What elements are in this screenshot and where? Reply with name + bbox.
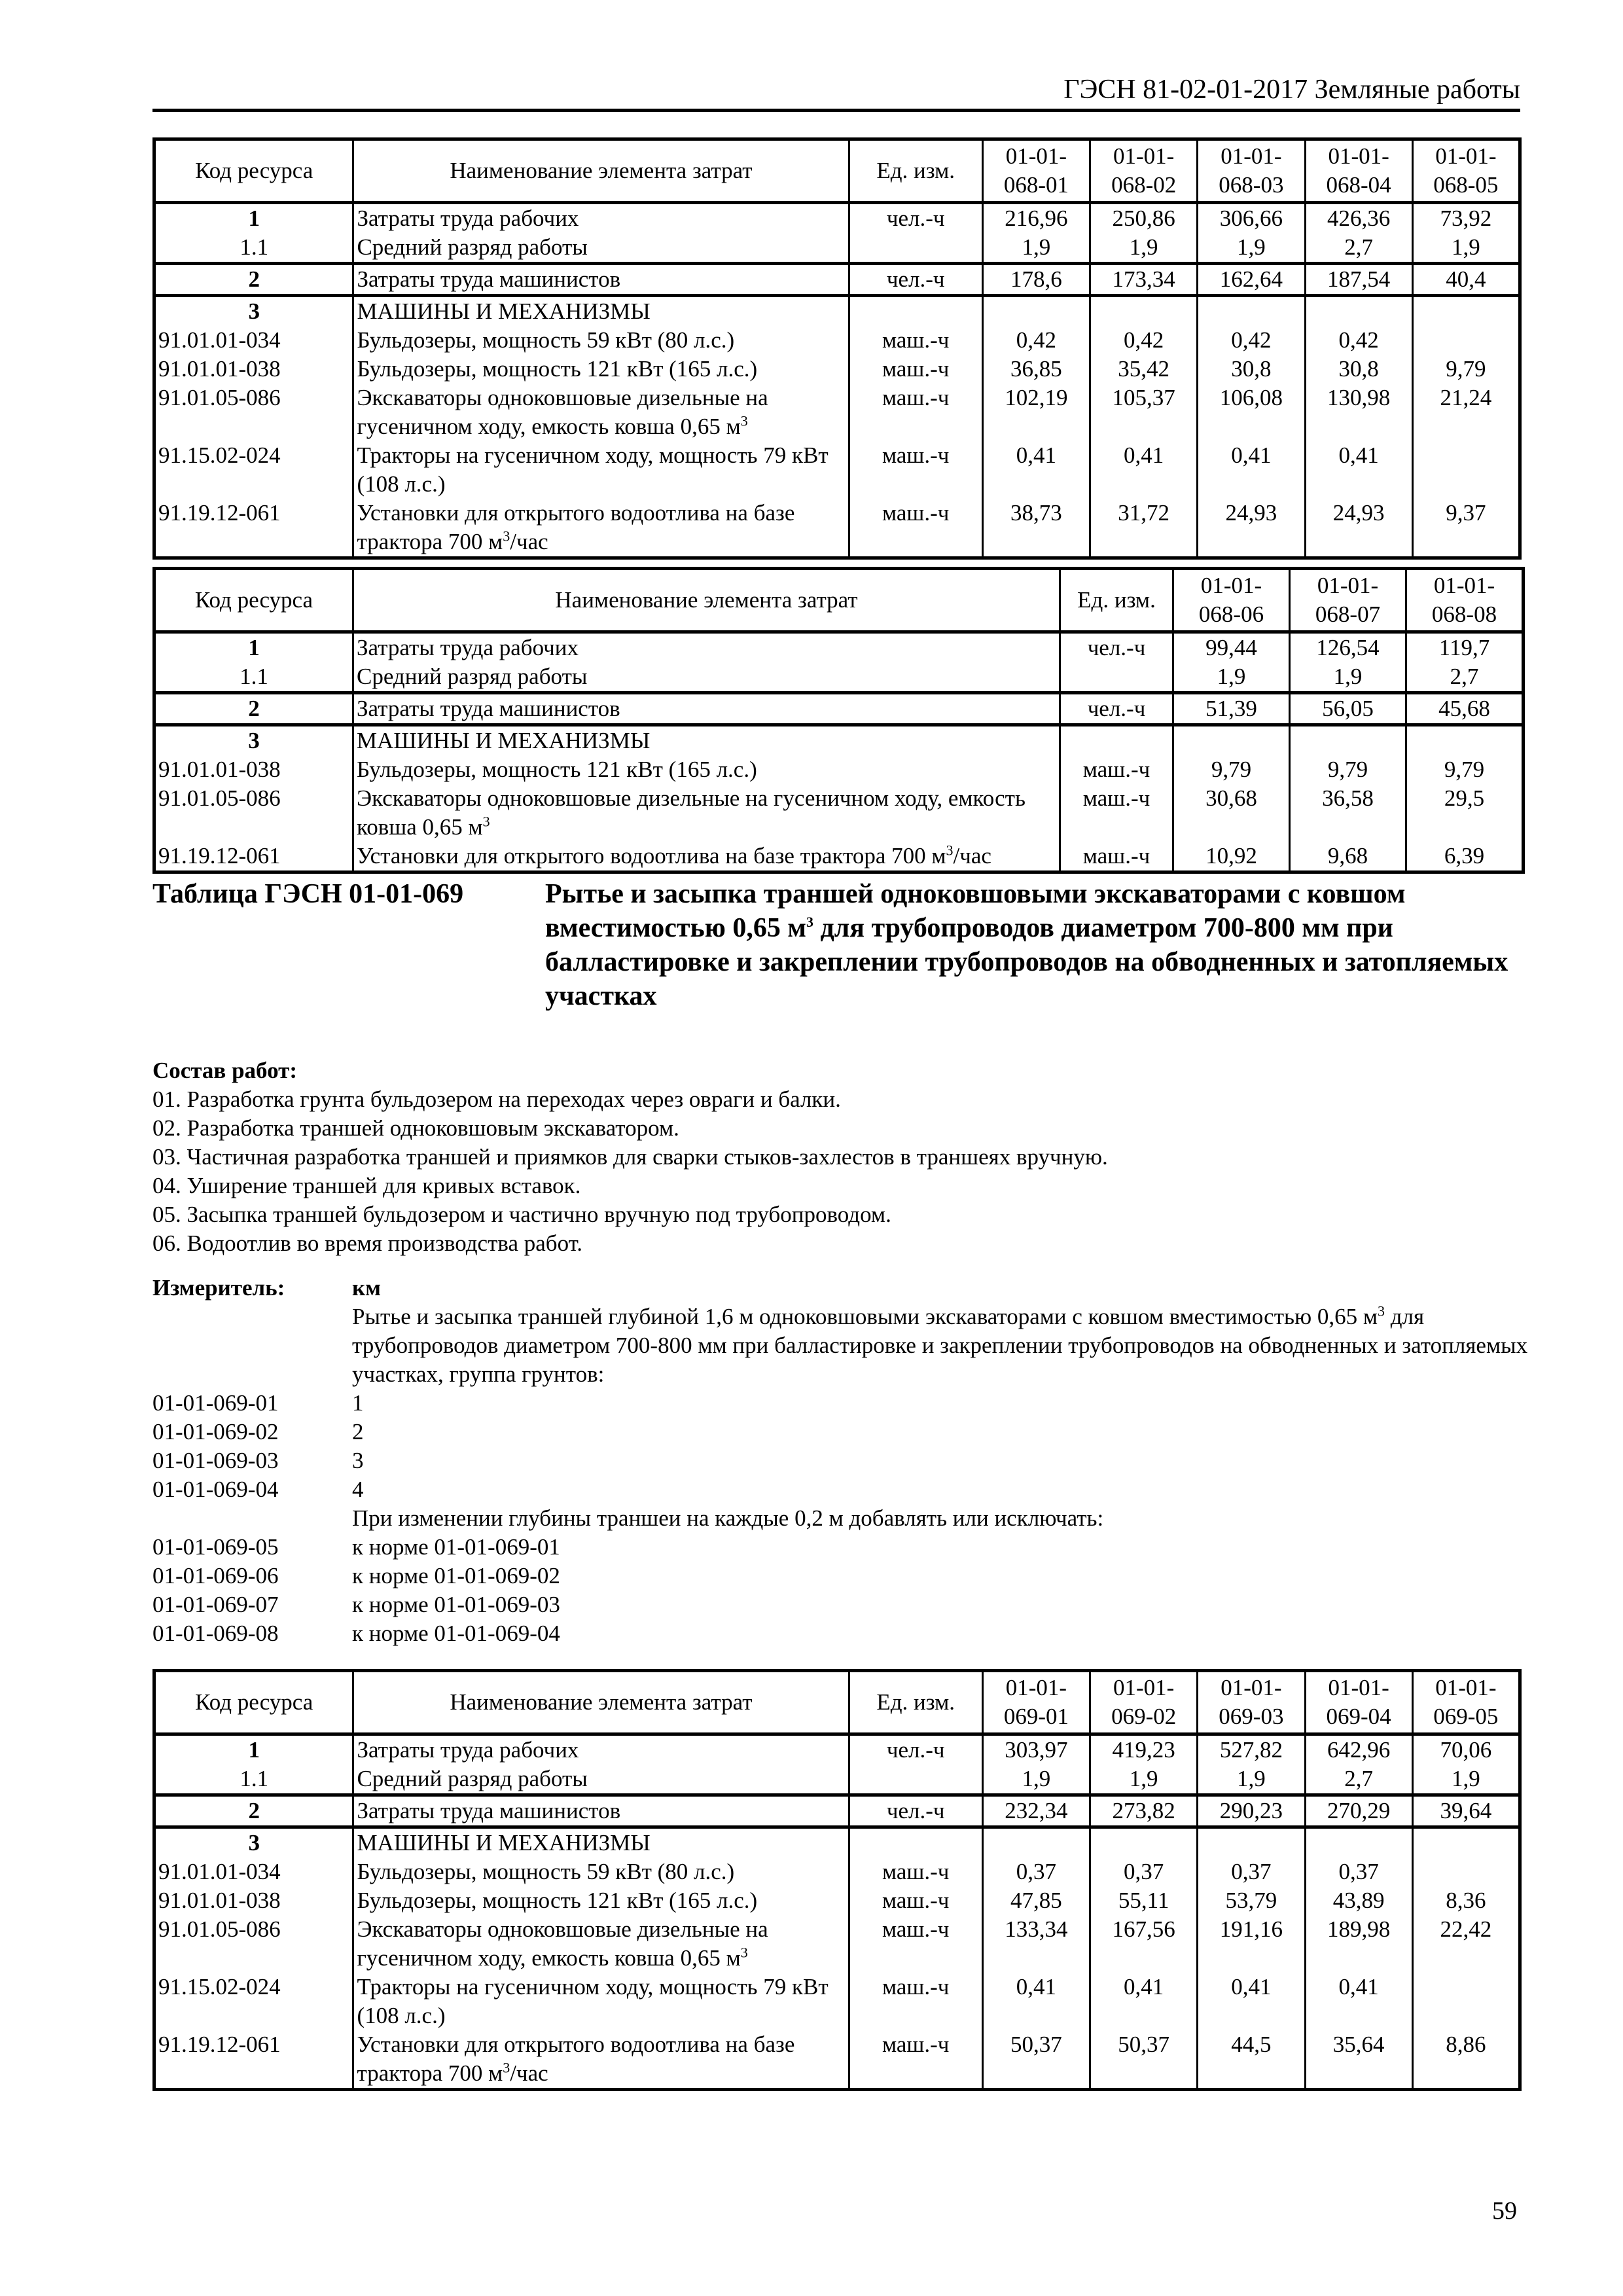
cell-value: 130,98	[1305, 384, 1412, 441]
cell-value: 51,39	[1173, 693, 1290, 725]
cell-value: 31,72	[1090, 499, 1198, 558]
cell-value: 0,41	[982, 1973, 1090, 2030]
cell-value: 105,37	[1090, 384, 1198, 441]
cell-value: 167,56	[1090, 1915, 1198, 1973]
col-header-unit: Ед. изм.	[849, 139, 982, 203]
table-row	[154, 233, 1520, 264]
col-header-norm: 01-01- 068-07	[1290, 569, 1406, 632]
cell-value: 1,9	[1090, 1765, 1198, 1795]
cell-value: 1,9	[982, 233, 1090, 264]
cell-code: 3	[154, 296, 353, 327]
cell-value: 24,93	[1305, 499, 1412, 558]
norm-list	[152, 1389, 1527, 1648]
cell-value	[1406, 725, 1524, 756]
cell-value: 2,7	[1305, 1765, 1412, 1795]
norm-code: 01-01-069-02	[152, 1419, 279, 1444]
cell-value	[1412, 326, 1520, 355]
cell-value: 22,42	[1412, 1915, 1520, 1973]
cell-code: 91.01.05-086	[154, 1915, 353, 1973]
table-row	[154, 784, 1524, 842]
cell-name: Экскаваторы одноковшовые дизельные на гусеничном ходу, емкость ковша 0,65 $м^3$	[353, 384, 849, 441]
cell-value: 102,19	[982, 384, 1090, 441]
cell-unit: маш.-ч	[1060, 755, 1173, 784]
table-row	[154, 384, 1520, 441]
norm-list-item	[152, 1619, 1527, 1648]
cell-value: 0,37	[1305, 1857, 1412, 1886]
work-item: 01. Разработка грунта бульдозером на переходах через овраги и балки.	[152, 1086, 841, 1112]
cell-code: 1.1	[154, 233, 353, 264]
cell-value: 119,7	[1406, 632, 1524, 663]
cell-value: 0,41	[1090, 1973, 1198, 2030]
norm-text: к норме 01-01-069-04	[352, 1621, 560, 1646]
norm-list-item	[152, 1475, 1527, 1504]
table-row	[154, 296, 1520, 327]
cell-value: 10,92	[1173, 842, 1290, 872]
cell-value	[1090, 1827, 1198, 1858]
table-row	[154, 725, 1524, 756]
cell-code: 91.15.02-024	[154, 1973, 353, 2030]
cell-value: 0,41	[1305, 1973, 1412, 2030]
cell-value: 9,37	[1412, 499, 1520, 558]
cell-unit	[849, 1765, 982, 1795]
cell-value: 1,9	[1198, 1765, 1305, 1795]
norm-table-068-b	[152, 567, 1525, 874]
cell-value: 178,6	[982, 264, 1090, 296]
table-row	[154, 1973, 1520, 2030]
table-row	[154, 1765, 1520, 1795]
cell-value: 21,24	[1412, 384, 1520, 441]
cell-name: МАШИНЫ И МЕХАНИЗМЫ	[353, 725, 1060, 756]
cell-name: Бульдозеры, мощность 121 кВт (165 л.с.)	[353, 1886, 849, 1915]
cell-name: Затраты труда рабочих	[353, 632, 1060, 663]
cell-name: Экскаваторы одноковшовые дизельные на гусеничном ходу, емкость ковша 0,65 $м^3$	[353, 784, 1060, 842]
cell-value: 0,41	[1198, 441, 1305, 499]
norm-list-item	[152, 1446, 1527, 1475]
table-row	[154, 499, 1520, 558]
cell-value: 527,82	[1198, 1734, 1305, 1765]
cell-value: 0,41	[1305, 441, 1412, 499]
cell-value	[1412, 1973, 1520, 2030]
cell-unit: маш.-ч	[849, 2030, 982, 2090]
cell-value: 50,37	[982, 2030, 1090, 2090]
cell-value: 1,9	[1090, 233, 1198, 264]
cell-name: МАШИНЫ И МЕХАНИЗМЫ	[353, 1827, 849, 1858]
cell-unit	[849, 296, 982, 327]
cell-value	[1173, 725, 1290, 756]
norm-list-item	[152, 1562, 1527, 1590]
col-header-norm: 01-01- 069-03	[1198, 1671, 1305, 1734]
col-header-code: Код ресурса	[154, 1671, 353, 1734]
cell-value: 39,64	[1412, 1795, 1520, 1827]
cell-code: 1	[154, 1734, 353, 1765]
cell-value: 55,11	[1090, 1886, 1198, 1915]
cell-value: 38,73	[982, 499, 1090, 558]
cell-value: 36,58	[1290, 784, 1406, 842]
table-row	[154, 1857, 1520, 1886]
cell-value	[982, 296, 1090, 327]
norm-code: 01-01-069-04	[152, 1477, 279, 1502]
cell-code: 1.1	[154, 662, 353, 693]
col-header-norm: 01-01- 068-02	[1090, 139, 1198, 203]
norm-code: 01-01-069-08	[152, 1621, 279, 1646]
cell-code: 2	[154, 693, 353, 725]
cell-value: 73,92	[1412, 203, 1520, 234]
cell-unit: чел.-ч	[849, 1795, 982, 1827]
cell-value: 216,96	[982, 203, 1090, 234]
norm-text: к норме 01-01-069-02	[352, 1563, 560, 1588]
cell-value: 29,5	[1406, 784, 1524, 842]
cell-code: 91.19.12-061	[154, 499, 353, 558]
cell-code: 91.01.01-038	[154, 355, 353, 384]
cell-name: Установки для открытого водоотлива на базе трактора 700 $м^3$/час	[353, 842, 1060, 872]
cell-value: 306,66	[1198, 203, 1305, 234]
norm-text: 2	[352, 1419, 364, 1444]
norm-code: 01-01-069-03	[152, 1448, 279, 1473]
cell-value: 426,36	[1305, 203, 1412, 234]
cell-value: 0,42	[1090, 326, 1198, 355]
norm-list-item	[152, 1533, 1527, 1562]
table-row	[154, 355, 1520, 384]
cell-value: 9,79	[1290, 755, 1406, 784]
cell-value: 419,23	[1090, 1734, 1198, 1765]
table-row	[154, 1915, 1520, 1973]
table-row	[154, 264, 1520, 296]
cell-value: 70,06	[1412, 1734, 1520, 1765]
cell-unit: чел.-ч	[849, 1734, 982, 1765]
table-row	[154, 2030, 1520, 2090]
cell-value: 45,68	[1406, 693, 1524, 725]
col-header-norm: 01-01- 068-08	[1406, 569, 1524, 632]
cell-value: 303,97	[982, 1734, 1090, 1765]
cell-value: 0,41	[1090, 441, 1198, 499]
cell-name: Бульдозеры, мощность 59 кВт (80 л.с.)	[353, 326, 849, 355]
cell-value: 0,41	[982, 441, 1090, 499]
cell-value: 187,54	[1305, 264, 1412, 296]
cell-unit: маш.-ч	[849, 1973, 982, 2030]
cell-value: 250,86	[1090, 203, 1198, 234]
table-label: Таблица ГЭСН 01-01-069	[152, 879, 464, 909]
cell-unit	[1060, 725, 1173, 756]
work-item: 06. Водоотлив во время производства работ.	[152, 1230, 583, 1256]
cell-value	[1412, 441, 1520, 499]
depth-note: При изменении глубины траншеи на каждые 0,2 м добавлять или исключать:	[352, 1505, 1104, 1531]
cell-code: 91.01.01-038	[154, 1886, 353, 1915]
cell-value: 0,37	[982, 1857, 1090, 1886]
cell-name: Затраты труда машинистов	[353, 693, 1060, 725]
cell-value: 0,42	[982, 326, 1090, 355]
cell-name: Затраты труда рабочих	[353, 203, 849, 234]
work-item: 05. Засыпка траншей бульдозером и частично вручную под трубопроводом.	[152, 1202, 891, 1227]
col-header-name: Наименование элемента затрат	[353, 1671, 849, 1734]
cell-value: 9,79	[1406, 755, 1524, 784]
cell-name: Экскаваторы одноковшовые дизельные на гусеничном ходу, емкость ковша 0,65 $м^3$	[353, 1915, 849, 1973]
col-header-norm: 01-01- 069-05	[1412, 1671, 1520, 1734]
norm-code: 01-01-069-05	[152, 1534, 279, 1560]
cell-value: 30,8	[1198, 355, 1305, 384]
cell-value: 133,34	[982, 1915, 1090, 1973]
cell-value: 270,29	[1305, 1795, 1412, 1827]
cell-value: 30,68	[1173, 784, 1290, 842]
cell-value: 1,9	[982, 1765, 1090, 1795]
measure-label: Измеритель:	[152, 1275, 285, 1300]
norm-text: к норме 01-01-069-03	[352, 1592, 560, 1617]
col-header-norm: 01-01- 068-01	[982, 139, 1090, 203]
table-header-row	[154, 569, 1524, 632]
col-header-code: Код ресурса	[154, 139, 353, 203]
cell-code: 91.01.05-086	[154, 784, 353, 842]
norm-text: 4	[352, 1477, 364, 1502]
table-row	[154, 326, 1520, 355]
cell-name: Средний разряд работы	[353, 233, 849, 264]
col-header-norm: 01-01- 069-02	[1090, 1671, 1198, 1734]
page-number: 59	[1492, 2197, 1517, 2225]
cell-value: 30,8	[1305, 355, 1412, 384]
cell-unit: маш.-ч	[849, 1857, 982, 1886]
table-row	[154, 441, 1520, 499]
col-header-name: Наименование элемента затрат	[353, 139, 849, 203]
table-row	[154, 662, 1524, 693]
col-header-unit: Ед. изм.	[849, 1671, 982, 1734]
cell-value: 40,4	[1412, 264, 1520, 296]
cell-value: 1,9	[1412, 1765, 1520, 1795]
norm-list-item	[152, 1590, 1527, 1619]
cell-value	[1305, 296, 1412, 327]
cell-name: Бульдозеры, мощность 121 кВт (165 л.с.)	[353, 755, 1060, 784]
cell-value	[1412, 296, 1520, 327]
cell-name: Установки для открытого водоотлива на базе трактора 700 $м^3$/час	[353, 499, 849, 558]
cell-value: 56,05	[1290, 693, 1406, 725]
norm-table-068-a	[152, 137, 1522, 560]
cell-value: 191,16	[1198, 1915, 1305, 1973]
table-row	[154, 632, 1524, 663]
cell-value: 162,64	[1198, 264, 1305, 296]
table-row	[154, 1734, 1520, 1765]
cell-value: 0,37	[1198, 1857, 1305, 1886]
cell-unit: чел.-ч	[1060, 632, 1173, 663]
cell-unit: чел.-ч	[1060, 693, 1173, 725]
cell-value: 0,37	[1090, 1857, 1198, 1886]
table-row	[154, 203, 1520, 234]
cell-code: 91.01.01-038	[154, 755, 353, 784]
cell-value: 2,7	[1305, 233, 1412, 264]
norm-text: к норме 01-01-069-01	[352, 1534, 560, 1560]
col-header-norm: 01-01- 069-04	[1305, 1671, 1412, 1734]
cell-name: Бульдозеры, мощность 59 кВт (80 л.с.)	[353, 1857, 849, 1886]
table-caption: Рытье и засыпка траншей одноковшовыми экскаваторами с ковшом вместимостью 0,65 $м^3$ для трубопроводов диаметром 700-800 мм при балластировке и закреплении трубопроводов на обводненных и затопляемых участках	[545, 879, 1508, 1011]
cell-value: 43,89	[1305, 1886, 1412, 1915]
col-header-norm: 01-01- 068-06	[1173, 569, 1290, 632]
table-row	[154, 1886, 1520, 1915]
cell-unit: маш.-ч	[849, 326, 982, 355]
cell-value: 273,82	[1090, 1795, 1198, 1827]
cell-value	[1305, 1827, 1412, 1858]
cell-code: 1	[154, 632, 353, 663]
cell-value	[1198, 1827, 1305, 1858]
cell-value: 642,96	[1305, 1734, 1412, 1765]
cell-code: 3	[154, 1827, 353, 1858]
cell-value: 47,85	[982, 1886, 1090, 1915]
cell-value: 6,39	[1406, 842, 1524, 872]
col-header-norm: 01-01- 068-03	[1198, 139, 1305, 203]
table-header-row	[154, 139, 1520, 203]
cell-value: 1,9	[1198, 233, 1305, 264]
running-header: ГЭСН 81-02-01-2017 Земляные работы	[152, 73, 1520, 112]
cell-value: 0,42	[1305, 326, 1412, 355]
cell-code: 2	[154, 1795, 353, 1827]
norm-text: 1	[352, 1390, 364, 1416]
cell-code: 2	[154, 264, 353, 296]
cell-value	[1290, 725, 1406, 756]
table-row	[154, 842, 1524, 872]
cell-value: 0,42	[1198, 326, 1305, 355]
cell-value: 53,79	[1198, 1886, 1305, 1915]
cell-value	[1198, 296, 1305, 327]
table-row	[154, 693, 1524, 725]
cell-value: 35,42	[1090, 355, 1198, 384]
cell-unit: маш.-ч	[849, 499, 982, 558]
cell-value: 173,34	[1090, 264, 1198, 296]
work-item: 04. Уширение траншей для кривых вставок.	[152, 1173, 581, 1198]
cell-name: Затраты труда рабочих	[353, 1734, 849, 1765]
cell-name: Средний разряд работы	[353, 662, 1060, 693]
cell-value: 36,85	[982, 355, 1090, 384]
cell-value: 0,41	[1198, 1973, 1305, 2030]
depth-note-row	[152, 1504, 1527, 1533]
col-header-norm: 01-01- 069-01	[982, 1671, 1090, 1734]
cell-value: 232,34	[982, 1795, 1090, 1827]
cell-unit: маш.-ч	[1060, 842, 1173, 872]
col-header-code: Код ресурса	[154, 569, 353, 632]
cell-code: 3	[154, 725, 353, 756]
norm-table-069	[152, 1669, 1522, 2091]
cell-name: Затраты труда машинистов	[353, 1795, 849, 1827]
cell-unit	[1060, 662, 1173, 693]
cell-name: Средний разряд работы	[353, 1765, 849, 1795]
cell-name: Установки для открытого водоотлива на базе трактора 700 $м^3$/час	[353, 2030, 849, 2090]
cell-unit: маш.-ч	[849, 384, 982, 441]
norm-text: 3	[352, 1448, 364, 1473]
cell-code: 1	[154, 203, 353, 234]
cell-code: 91.19.12-061	[154, 2030, 353, 2090]
cell-value: 126,54	[1290, 632, 1406, 663]
cell-code: 91.15.02-024	[154, 441, 353, 499]
table-row	[154, 1795, 1520, 1827]
cell-name: Тракторы на гусеничном ходу, мощность 79 кВт (108 л.с.)	[353, 1973, 849, 2030]
cell-value: 1,9	[1173, 662, 1290, 693]
table-row	[154, 1827, 1520, 1858]
cell-unit: маш.-ч	[1060, 784, 1173, 842]
norm-code: 01-01-069-01	[152, 1390, 279, 1416]
cell-value: 9,68	[1290, 842, 1406, 872]
col-header-name: Наименование элемента затрат	[353, 569, 1060, 632]
norm-code: 01-01-069-06	[152, 1563, 279, 1588]
cell-value	[982, 1827, 1090, 1858]
cell-name: Затраты труда машинистов	[353, 264, 849, 296]
table-header-row	[154, 1671, 1520, 1734]
cell-unit: маш.-ч	[849, 355, 982, 384]
cell-name: МАШИНЫ И МЕХАНИЗМЫ	[353, 296, 849, 327]
norm-list-item	[152, 1418, 1527, 1446]
cell-value: 9,79	[1412, 355, 1520, 384]
cell-value: 189,98	[1305, 1915, 1412, 1973]
measure-block	[152, 1274, 1528, 1387]
cell-value: 2,7	[1406, 662, 1524, 693]
work-item: 03. Частичная разработка траншей и приямков для сварки стыков-захлестов в траншеях вручную.	[152, 1144, 1108, 1170]
norm-code: 01-01-069-07	[152, 1592, 279, 1617]
work-item: 02. Разработка траншей одноковшовым экскаватором.	[152, 1115, 679, 1141]
cell-value: 50,37	[1090, 2030, 1198, 2090]
cell-value: 8,86	[1412, 2030, 1520, 2090]
cell-value	[1412, 1857, 1520, 1886]
cell-value: 106,08	[1198, 384, 1305, 441]
cell-value: 99,44	[1173, 632, 1290, 663]
cell-name: Тракторы на гусеничном ходу, мощность 79 кВт (108 л.с.)	[353, 441, 849, 499]
cell-value: 24,93	[1198, 499, 1305, 558]
work-composition-header: Состав работ:	[152, 1058, 297, 1083]
cell-unit: маш.-ч	[849, 1886, 982, 1915]
cell-value: 44,5	[1198, 2030, 1305, 2090]
table-row	[154, 755, 1524, 784]
cell-code: 91.01.01-034	[154, 326, 353, 355]
cell-value: 290,23	[1198, 1795, 1305, 1827]
cell-name: Бульдозеры, мощность 121 кВт (165 л.с.)	[353, 355, 849, 384]
col-header-norm: 01-01- 068-05	[1412, 139, 1520, 203]
cell-value	[1412, 1827, 1520, 1858]
cell-code: 91.19.12-061	[154, 842, 353, 872]
cell-value: 35,64	[1305, 2030, 1412, 2090]
col-header-norm: 01-01- 068-04	[1305, 139, 1412, 203]
cell-value: 1,9	[1290, 662, 1406, 693]
col-header-unit: Ед. изм.	[1060, 569, 1173, 632]
cell-value	[1090, 296, 1198, 327]
cell-unit: чел.-ч	[849, 203, 982, 234]
work-composition	[152, 1056, 1527, 1258]
cell-unit	[849, 1827, 982, 1858]
cell-value: 8,36	[1412, 1886, 1520, 1915]
cell-unit	[849, 233, 982, 264]
norm-list-item	[152, 1389, 1527, 1418]
measure-description: Рытье и засыпка траншей глубиной 1,6 м одноковшовыми экскаваторами с ковшом вместимостью 0,65 $м^3$ для трубопроводов диаметром 700-800 мм при балластировке и закреплении трубопроводов на обводненных и затопляемых участках, группа грунтов:	[352, 1302, 1528, 1387]
cell-value: 1,9	[1412, 233, 1520, 264]
cell-code: 91.01.05-086	[154, 384, 353, 441]
cell-value: 9,79	[1173, 755, 1290, 784]
measure-unit: км	[352, 1275, 382, 1300]
cell-unit: маш.-ч	[849, 1915, 982, 1973]
cell-code: 1.1	[154, 1765, 353, 1795]
cell-unit: маш.-ч	[849, 441, 982, 499]
cell-code: 91.01.01-034	[154, 1857, 353, 1886]
cell-unit: чел.-ч	[849, 264, 982, 296]
